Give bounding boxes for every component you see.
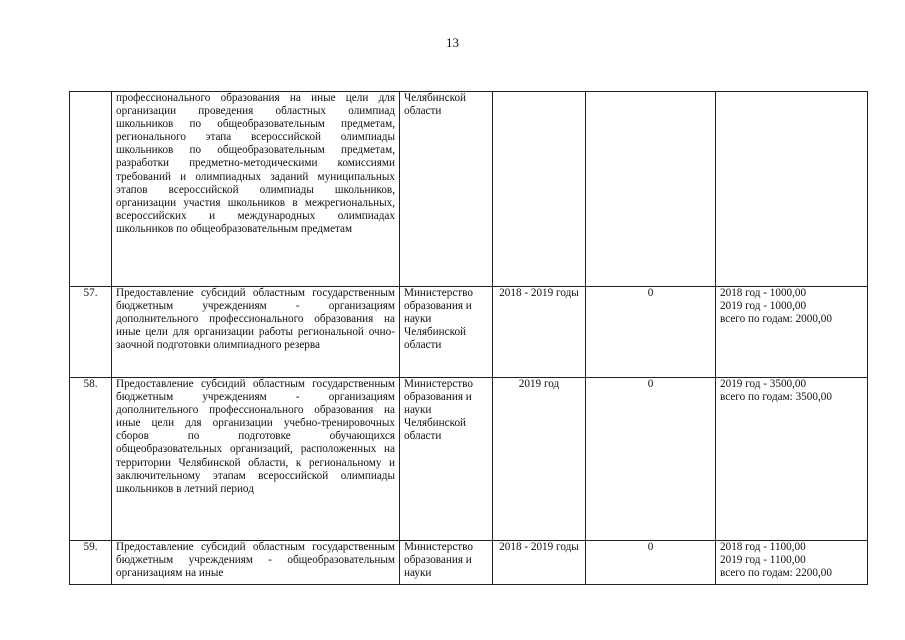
- table-row: [70, 378, 868, 541]
- indicator-cell: 0: [586, 378, 716, 541]
- measure-description: Предоставление субсидий областным государственным бюджетным учреждениям - организациям дополнительного профессионального образования на иные цели для организации учебно-тренировочных сборов по подготовке обучающихся общеобразовательных организаций, расположенных на территории Челябинской области, к региональному и заключительному этапам всероссийской олимпиады школьников в летний период: [112, 378, 400, 541]
- funding-cell: [716, 92, 868, 287]
- funding-line: всего по годам: 2200,00: [720, 567, 832, 580]
- table-row: [70, 541, 868, 585]
- funding-line: всего по годам: 2000,00: [720, 313, 832, 326]
- row-number: 59.: [70, 541, 112, 585]
- page-number: 13: [446, 35, 459, 50]
- row-number: 58.: [70, 378, 112, 541]
- indicator-cell: 0: [586, 541, 716, 585]
- measures-table: [69, 91, 868, 585]
- funding-line: 2018 год - 1100,00: [720, 541, 806, 553]
- table-row: [70, 287, 868, 378]
- indicator-cell: [586, 92, 716, 287]
- table-row: [70, 92, 868, 287]
- funding-cell: [716, 378, 868, 541]
- executor-cell: Министерство образования и науки Челябинской области: [400, 378, 493, 541]
- period-cell: 2018 - 2019 годы: [493, 287, 586, 378]
- executor-cell: Челябинской области: [400, 92, 493, 287]
- funding-line: 2019 год - 3500,00: [720, 378, 807, 390]
- funding-cell: [716, 287, 868, 378]
- funding-line: 2018 год - 1000,00: [720, 287, 807, 299]
- funding-line: всего по годам: 3500,00: [720, 391, 832, 404]
- funding-line: 2019 год - 1000,00: [720, 300, 807, 313]
- funding-cell: [716, 541, 868, 585]
- indicator-cell: 0: [586, 287, 716, 378]
- measure-description: Предоставление субсидий областным государственным бюджетным учреждениям - организациям дополнительного профессионального образования на иные цели для организации работы региональной очно-заочной подготовки олимпиадного резерва: [112, 287, 400, 378]
- row-number: [70, 92, 112, 287]
- measure-description: профессионального образования на иные цели для организации проведения областных олимпиад школьников по общеобразовательным предметам, регионального этапа всероссийской олимпиады школьников по общеобразовательным предметам, разработки предметно-методическими комиссиями требований и олимпиадных заданий муниципальных этапов всероссийской олимпиады школьников, организации участия школьников в межрегиональных, всероссийских и международных олимпиадах школьников по общеобразовательным предметам: [112, 92, 400, 287]
- period-cell: [493, 92, 586, 287]
- row-number: 57.: [70, 287, 112, 378]
- measure-description: Предоставление субсидий областным государственным бюджетным учреждениям - общеобразовательным организациям на иные: [112, 541, 400, 585]
- period-cell: 2018 - 2019 годы: [493, 541, 586, 585]
- period-cell: 2019 год: [493, 378, 586, 541]
- funding-line: 2019 год - 1100,00: [720, 554, 806, 567]
- executor-cell: Министерство образования и науки Челябинской области: [400, 287, 493, 378]
- executor-cell: Министерство образования и науки: [400, 541, 493, 585]
